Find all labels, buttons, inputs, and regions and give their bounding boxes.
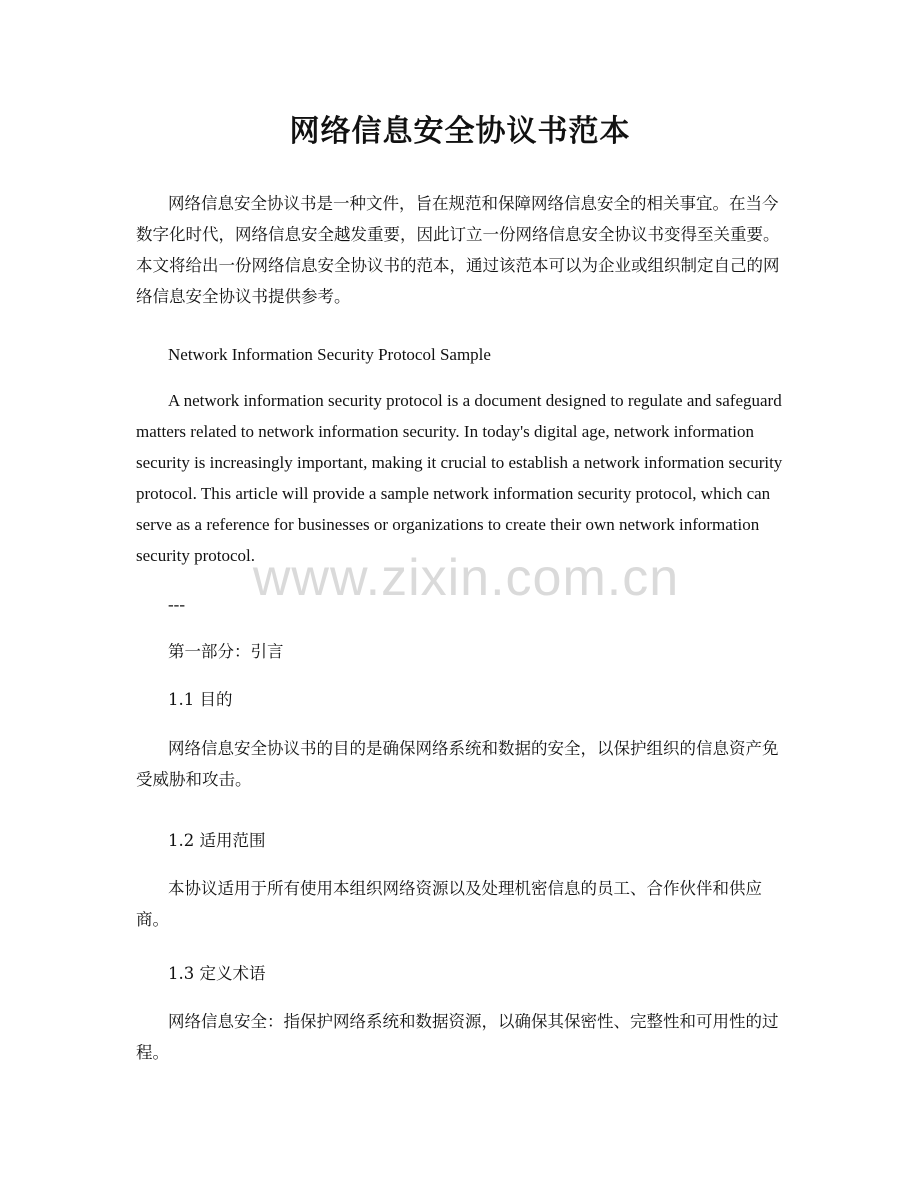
section-1-2-text: 本协议适用于所有使用本组织网络资源以及处理机密信息的员工、合作伙伴和供应商。: [136, 879, 762, 929]
section-1-3-heading: 1.3 定义术语: [168, 964, 266, 983]
section-1-1-text: 网络信息安全协议书的目的是确保网络系统和数据的安全，以保护组织的信息资产免受威胁和攻击。: [136, 739, 779, 789]
english-title: Network Information Security Protocol Sample: [168, 345, 491, 364]
section-1-3-text: 网络信息安全：指保护网络系统和数据资源，以确保其保密性、完整性和可用性的过程。: [136, 1012, 779, 1062]
section-1-2-heading: 1.2 适用范围: [168, 831, 266, 850]
section-separator: ---: [168, 595, 185, 614]
section-1-1-heading: 1.1 目的: [168, 690, 233, 709]
watermark: www.zixin.com.cn: [252, 549, 680, 607]
intro-paragraph-en: A network information security protocol is a document designed to regulate and safeguard matters related to network information security. In today's digital age, network information security is increasingly important, making it crucial to establish a network information security protocol. This article will provide a sample network information security protocol, which can serve as a reference for businesses or organizations to create their own network information security protocol.: [136, 391, 783, 565]
intro-paragraph-zh: 网络信息安全协议书是一种文件，旨在规范和保障网络信息安全的相关事宜。在当今数字化时代，网络信息安全越发重要，因此订立一份网络信息安全协议书变得至关重要。本文将给出一份网络信息安全协议书的范本，通过该范本可以为企业或组织制定自己的网络信息安全协议书提供参考。: [136, 194, 780, 306]
part1-heading: 第一部分：引言: [168, 642, 284, 661]
document-title: 网络信息安全协议书范本: [289, 114, 631, 149]
